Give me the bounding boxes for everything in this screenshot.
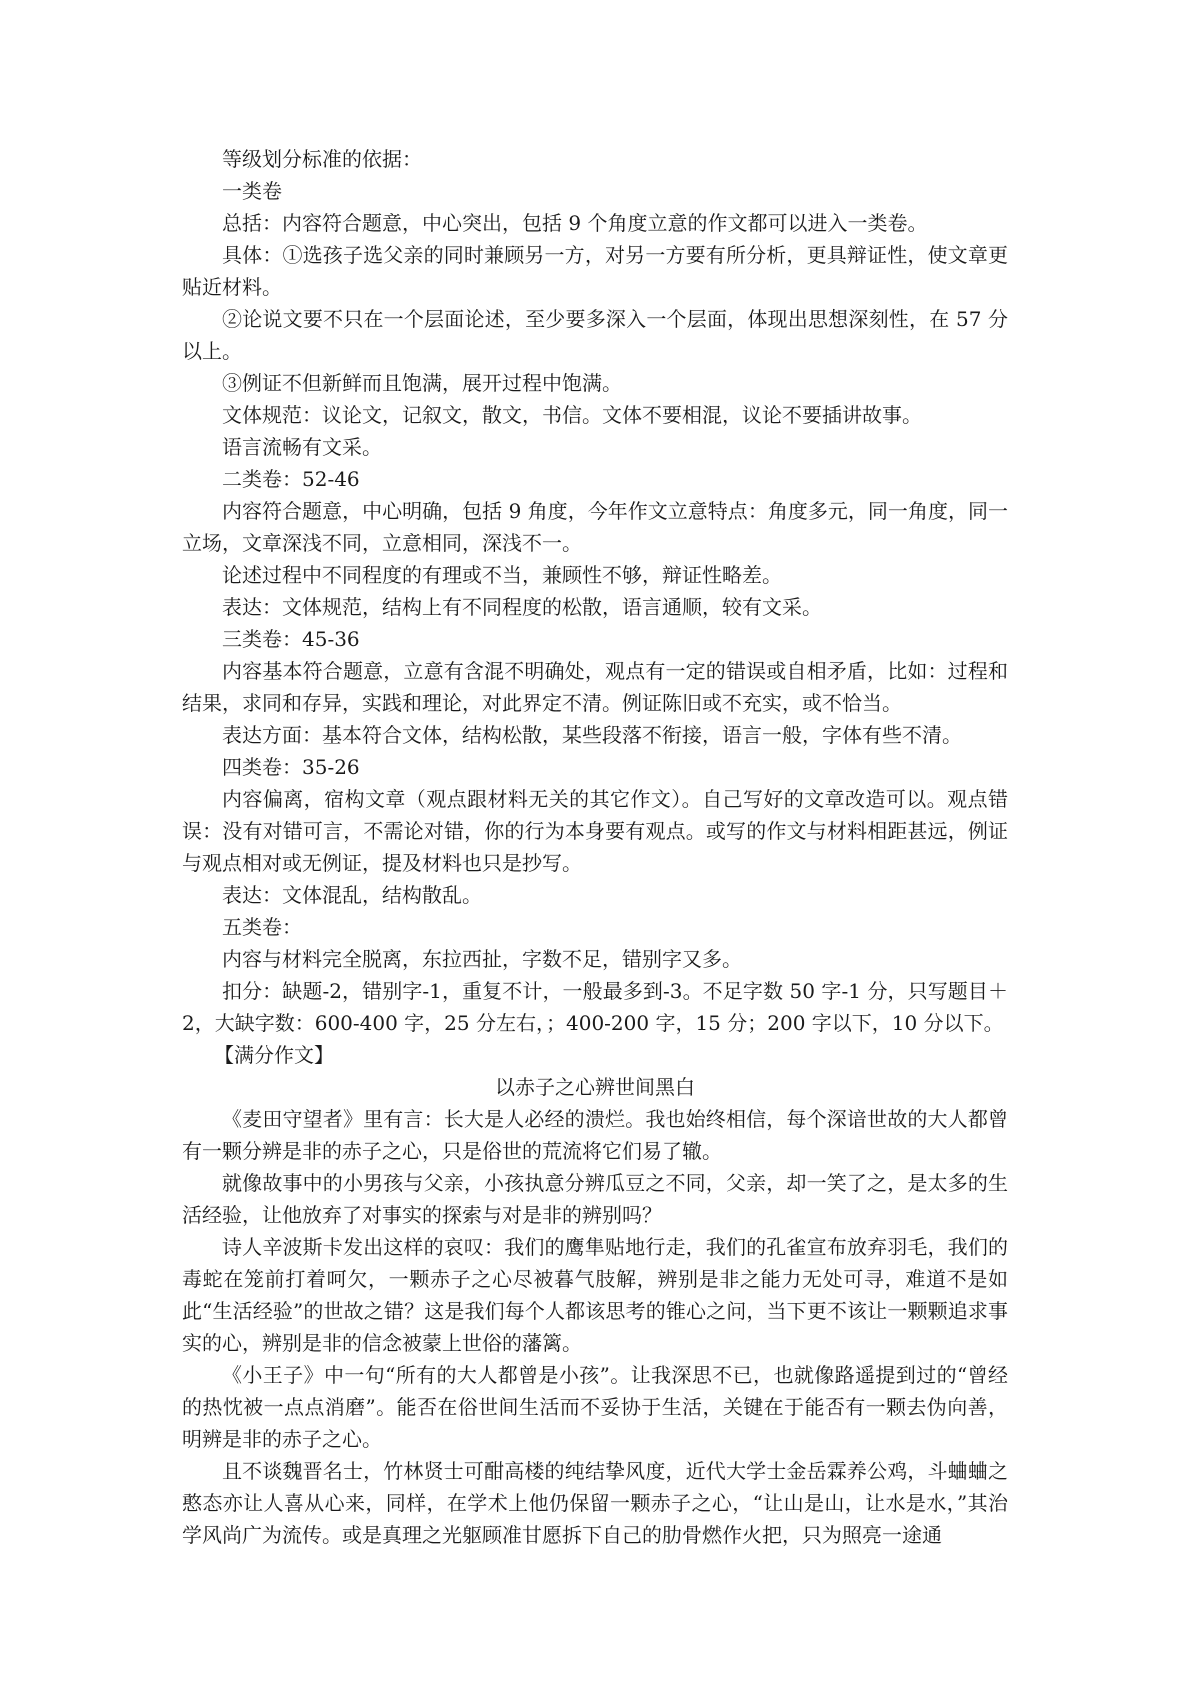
- essay-title: 以赤子之心辨世间黑白: [495, 1075, 695, 1099]
- grade-3-heading: 三类卷：45-36: [222, 627, 360, 651]
- grade-2-argument: 论述过程中不同程度的有理或不当，兼顾性不够，辩证性略差。: [222, 563, 782, 587]
- grade-4-heading: 四类卷：35-26: [222, 755, 360, 779]
- essay-paragraph-3: 诗人辛波斯卡发出这样的哀叹：我们的鹰隼贴地行走，我们的孔雀宣布放弃羽毛，我们的毒蛇在笼前打着呵欠，一颗赤子之心尽被暮气肢解，辨别是非之能力无处可寻，难道不是如此“生活经验”的世故之错？这是我们每个人都该思考的锥心之问，当下更不该让一颗颗追求事实的心，辨别是非的信念被蒙上世俗的藩篱。: [182, 1235, 1008, 1355]
- essay-paragraph-2: 就像故事中的小男孩与父亲，小孩执意分辨瓜豆之不同，父亲，却一笑了之，是太多的生活经验，让他放弃了对事实的探索与对是非的辨别吗？: [182, 1171, 1008, 1227]
- essay-paragraph-4: 《小王子》中一句“所有的大人都曾是小孩”。让我深思不已，也就像路遥提到过的“曾经的热忱被一点点消磨”。能否在俗世间生活而不妥协于生活，关键在于能否有一颗去伪向善，明辨是非的赤子之心。: [182, 1363, 1008, 1451]
- grade-1-language: 语言流畅有文采。: [222, 435, 382, 459]
- grade-5-heading: 五类卷：: [222, 915, 302, 939]
- grade-2-expression: 表达：文体规范，结构上有不同程度的松散，语言通顺，较有文采。: [222, 595, 822, 619]
- grade-1-heading: 一类卷: [222, 179, 282, 203]
- grade-1-detail-2: ②论说文要不只在一个层面论述，至少要多深入一个层面，体现出思想深刻性，在 57 分以上。: [182, 307, 1008, 363]
- grade-5-content: 内容与材料完全脱离，东拉西扯，字数不足，错别字又多。: [222, 947, 742, 971]
- grade-3-content: 内容基本符合题意，立意有含混不明确处，观点有一定的错误或自相矛盾，比如：过程和结果，求同和存异，实践和理论，对此界定不清。例证陈旧或不充实，或不恰当。: [182, 659, 1008, 715]
- grade-1-detail-1: 具体：①选孩子选父亲的同时兼顾另一方，对另一方要有所分析，更具辩证性，使文章更贴近材料。: [182, 243, 1008, 299]
- grade-2-content: 内容符合题意，中心明确，包括 9 角度，今年作文立意特点：角度多元，同一角度，同一立场，文章深浅不同，立意相同，深浅不一。: [182, 499, 1008, 555]
- grade-3-expression: 表达方面：基本符合文体，结构松散，某些段落不衔接，语言一般，字体有些不清。: [222, 723, 962, 747]
- grade-1-summary: 总括：内容符合题意，中心突出，包括 9 个角度立意的作文都可以进入一类卷。: [222, 211, 928, 235]
- grading-basis-heading: 等级划分标准的依据：: [222, 147, 422, 171]
- essay-paragraph-1: 《麦田守望者》里有言：长大是人必经的溃烂。我也始终相信，每个深谙世故的大人都曾有一颗分辨是非的赤子之心，只是俗世的荒流将它们易了辙。: [182, 1107, 1008, 1163]
- deduction-rules: 扣分：缺题-2，错别字-1，重复不计，一般最多到-3。不足字数 50 字-1 分，只写题目＋2，大缺字数：600-400 字，25 分左右，；400-200 字，15 分；200 字以下，10 分以下。: [182, 979, 1008, 1035]
- grade-4-content: 内容偏离，宿构文章（观点跟材料无关的其它作文）。自己写好的文章改造可以。观点错误：没有对错可言，不需论对错，你的行为本身要有观点。或写的作文与材料相距甚远，例证与观点相对或无例证，提及材料也只是抄写。: [182, 787, 1008, 875]
- grade-1-detail-3: ③例证不但新鲜而且饱满，展开过程中饱满。: [222, 371, 622, 395]
- grade-1-style: 文体规范：议论文，记叙文，散文，书信。文体不要相混，议论不要插讲故事。: [222, 403, 922, 427]
- full-score-essay-label: 【满分作文】: [214, 1043, 334, 1067]
- essay-paragraph-5: 且不谈魏晋名士，竹林贤士可酣高楼的纯结挚风度，近代大学士金岳霖养公鸡，斗蛐蛐之憨态亦让人喜从心来，同样，在学术上他仍保留一颗赤子之心，“让山是山，让水是水，”其治学风尚广为流传。或是真理之光躯顾准甘愿拆下自己的肋骨燃作火把，只为照亮一途通: [182, 1459, 1008, 1547]
- grade-2-heading: 二类卷：52-46: [222, 467, 360, 491]
- document-body: [182, 143, 1008, 1551]
- grade-4-expression: 表达：文体混乱，结构散乱。: [222, 883, 482, 907]
